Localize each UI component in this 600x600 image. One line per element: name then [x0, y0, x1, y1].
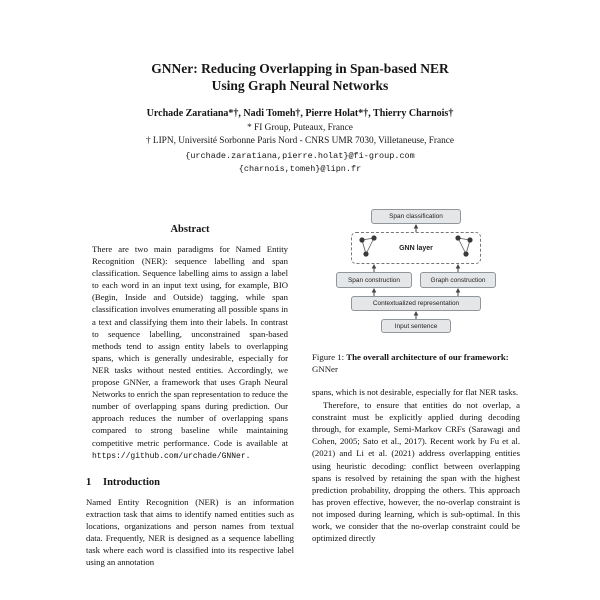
affiliation-lipn: † LIPN, Université Sorbonne Paris Nord - CNRS UMR 7030, Villetaneuse, France: [145, 136, 455, 146]
figure-caption: [312, 351, 520, 375]
code-link[interactable]: https://github.com/urchade/GNNer.: [92, 451, 251, 461]
right-column-paragraph-1: spans, which is not desirable, especially for flat NER tasks.: [312, 387, 519, 397]
diagram-box-contextualized-representation: Contextualized representation: [351, 296, 481, 311]
diagram-box-span-construction: Span construction: [336, 272, 412, 288]
affiliation-fi-group: * FI Group, Puteaux, France: [247, 123, 353, 133]
authors-line: Urchade Zaratiana*†, Nadi Tomeh†, Pierre Holat*†, Thierry Charnois†: [146, 108, 454, 119]
right-column-paragraph-2: Therefore, to ensure that entities do not overlap, a constraint must be explicitly applied during decoding through, for example, Semi-Markov CRFs (Sarawagi and Cohen, 2005; Sato et al., 2017). Recent work by Fu et al. (2021) and Li et al. (2021) address overlapping entities using heuristic decoding: conflict between overlapping spans is resolved by retaining the span with the highest prediction probability, dropping the others. This approach has proven effective, however, the no-overlap constraint is not imposed during learning, which is sub-optimal. In this work, we consider that the no-overlap constraint could be optimized directly: [312, 400, 520, 544]
paper-title-line2: Using Graph Neural Networks: [211, 78, 389, 93]
paper-title: [0, 60, 600, 94]
email-lipn: {charnois,tomeh}@lipn.fr: [238, 164, 362, 174]
diagram-box-graph-construction: Graph construction: [420, 272, 496, 288]
abstract-text-main: There are two main paradigms for Named Entity Recognition (NER): sequence labelling and span classification. Sequence labelling aims to assign a label to each word in an input text using, for example, BIO (Begin, Inside and Outside) tagging, while span classification involves enumerating all possible spans in a text and classifying them into their labels. In contrast to sequence labelling, unconstrained span-based methods tend to assign entity labels to overlapping spans, which is generally undesirable, especially for NER tasks without nested entities. Accordingly, we propose GNNer, a framework that uses Graph Neural Networks to enrich the span representation to reduce the number of overlapping spans during prediction. Our approach reduces the number of overlapping spans compared to strong baseline while maintaining competitive metric performance. Code is available at: [92, 244, 288, 448]
figure-caption-bold: The overall architecture of our framework:: [346, 352, 509, 362]
left-column: [86, 224, 294, 600]
figure-caption-prefix: Figure 1:: [312, 352, 345, 362]
section-1-heading: [86, 477, 294, 488]
figure-caption-tail: GNNer: [312, 364, 338, 374]
introduction-text: Named Entity Recognition (NER) is an information extraction task that aims to identify named entities such as locations, organizations and person names from textual data. Frequently, NER is designed as a sequence labelling task where each word is classified into its respective label using an annotation: [86, 496, 294, 568]
section-number: 1: [86, 476, 92, 488]
diagram-box-input-sentence: Input sentence: [381, 319, 451, 333]
section-title: Introduction: [103, 476, 160, 488]
diagram-box-gnn-layer: [351, 232, 481, 264]
diagram-box-span-classification: Span classification: [371, 209, 461, 224]
abstract-text: [92, 243, 288, 463]
abstract-heading: Abstract: [170, 224, 210, 235]
right-column: [312, 207, 520, 600]
figure-1-diagram: [336, 209, 496, 337]
paper-title-line1: GNNer: Reducing Overlapping in Span-based NER: [151, 61, 449, 76]
email-fi-group: {urchade.zaratiana,pierre.holat}@fi-group.com: [185, 151, 415, 161]
gnn-layer-label: GNN layer: [399, 244, 433, 252]
